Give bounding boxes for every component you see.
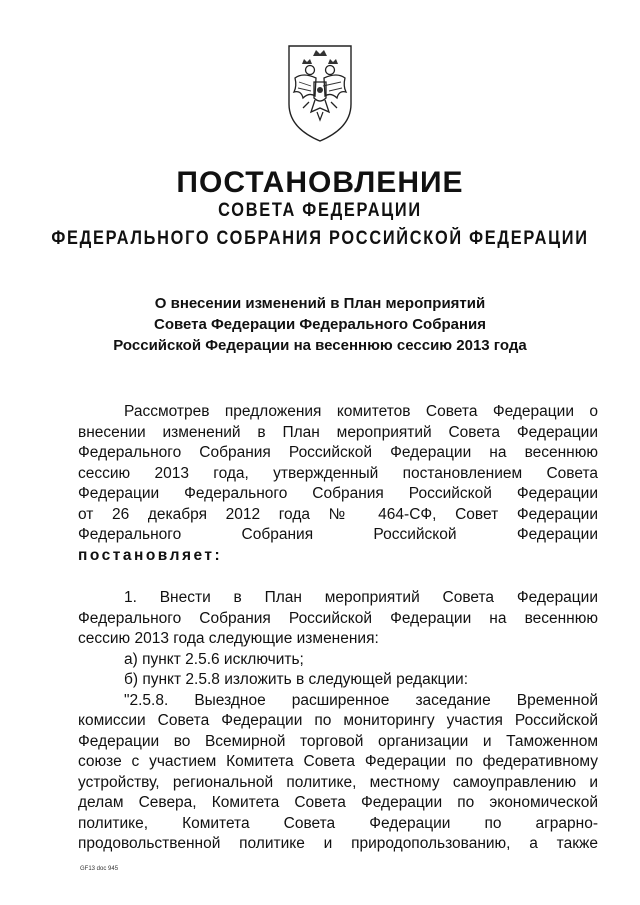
quoted-text-line: "2.5.8. Выездное расширенное заседание Временной: [124, 691, 598, 709]
item-1-paragraph: [78, 588, 598, 855]
resolution-body: [78, 402, 598, 855]
preamble-paragraph: [78, 402, 598, 566]
issuer-line-assembly: ФЕДЕРАЛЬНОГО СОБРАНИЯ РОССИЙСКОЙ ФЕДЕРАЦИИ: [51, 228, 589, 249]
subitem-b: б) пункт 2.5.8 изложить в следующей редакции:: [124, 671, 468, 688]
quoted-text-line: комиссии Совета Федерации по мониторингу участия Российской: [78, 712, 598, 729]
quoted-text-line: союзе с участием Комитета Совета Федерации по федеративному: [78, 753, 598, 770]
preamble-line: Федерального Собрания Российской Федерации на весеннюю: [78, 444, 598, 461]
quoted-text-line: продовольственной политике и природопользованию, а также: [78, 835, 598, 852]
resolves-keyword: постановляет:: [78, 546, 223, 564]
preamble-line: Федерации Федерального Собрания Российской Федерации: [78, 485, 598, 502]
document-type-title: ПОСТАНОВЛЕНИЕ: [176, 166, 464, 199]
document-code-footer: GF13 doc 945: [80, 866, 119, 872]
preamble-line: внесении изменений в План мероприятий Совета Федерации: [78, 423, 598, 441]
item-1-line: сессию 2013 года следующие изменения:: [78, 630, 379, 647]
quoted-text-line: политике, Комитета Совета Федерации по аграрно-: [78, 814, 598, 832]
quoted-text-line: Федерации во Всемирной торговой организации и Таможенном: [78, 732, 598, 750]
subitem-a: а) пункт 2.5.6 исключить;: [124, 650, 304, 668]
subject-line: О внесении изменений в План мероприятий: [154, 295, 486, 312]
item-1-line: 1. Внести в План мероприятий Совета Федерации: [124, 589, 598, 606]
preamble-line: сессию 2013 года, утвержденный постановлением Совета: [78, 464, 598, 482]
quoted-text-line: устройству, региональной политике, местному самоуправлению и: [78, 773, 598, 791]
subject-line: Российской Федерации на весеннюю сессию 2013 года: [113, 337, 527, 354]
item-1-line: Федерального Собрания Российской Федерации на весеннюю: [78, 609, 598, 627]
quoted-text-line: делам Севера, Комитета Совета Федерации по экономической: [78, 794, 598, 811]
preamble-line: Рассмотрев предложения комитетов Совета Федерации о: [124, 403, 598, 420]
russian-coat-of-arms-icon: [283, 42, 357, 144]
issuer-line-council: СОВЕТА ФЕДЕРАЦИИ: [218, 200, 422, 221]
preamble-line: Федерального Собрания Российской Федерации: [78, 526, 598, 543]
preamble-line: от 26 декабря 2012 года № 464-СФ, Совет Федерации: [78, 505, 598, 523]
subject-line: Совета Федерации Федерального Собрания: [153, 316, 487, 333]
resolution-subject: [0, 293, 640, 356]
